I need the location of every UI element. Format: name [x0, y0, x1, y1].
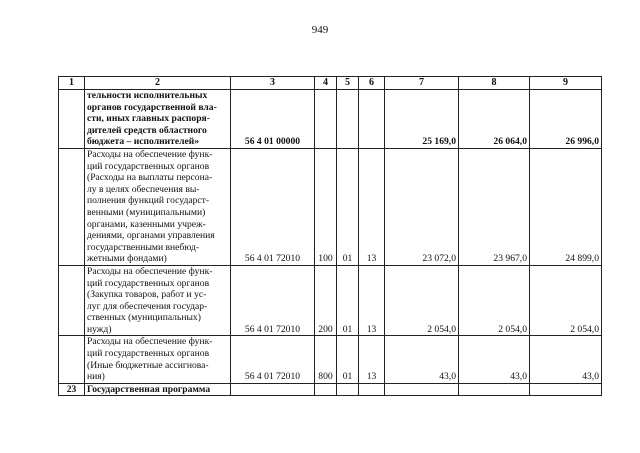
row-description: Расходы на обеспечение функ- ций государственных органов (Иные бюджетные ассигнова- ния)	[85, 336, 231, 383]
row-value-8: 23 967,0	[459, 148, 530, 265]
row-c6	[359, 383, 385, 396]
row-value-9: 26 996,0	[530, 90, 602, 149]
table-row	[59, 265, 602, 336]
row-description: Расходы на обеспечение функ- ций государственных органов (Расходы на выплаты персона- лу в целях обеспечения вы- полнения функций государст- венными (муниципальными) органами, казенными учреж- дениями, органами управления государственными внебюд- жетными фондами)	[85, 148, 231, 265]
row-description: Государственная программа	[85, 383, 231, 396]
row-code: 56 4 01 00000	[231, 90, 315, 149]
row-value-9: 43,0	[530, 336, 602, 383]
row-value-9: 24 899,0	[530, 148, 602, 265]
row-value-8: 2 054,0	[459, 265, 530, 336]
row-code: 56 4 01 72010	[231, 148, 315, 265]
row-c6: 13	[359, 336, 385, 383]
row-c5	[337, 90, 359, 149]
row-number	[59, 336, 85, 383]
row-value-9: 2 054,0	[530, 265, 602, 336]
table-row	[59, 383, 602, 396]
row-c5	[337, 383, 359, 396]
row-description: Расходы на обеспечение функ- ций государственных органов (Закупка товаров, работ и ус- луг для обеспечения государ- ственных (муниципальных) нужд)	[85, 265, 231, 336]
row-code: 56 4 01 72010	[231, 336, 315, 383]
header-cell: 8	[459, 77, 530, 90]
header-cell: 4	[315, 77, 337, 90]
row-description: тельности исполнительных органов государственной вла- сти, иных главных распоря- дителей средств областного бюджета – исполнителей»	[85, 90, 231, 149]
row-value-7: 2 054,0	[385, 265, 459, 336]
row-c4	[315, 383, 337, 396]
table-row	[59, 148, 602, 265]
row-value-8: 26 064,0	[459, 90, 530, 149]
row-c6: 13	[359, 148, 385, 265]
page-number: 949	[311, 24, 329, 36]
row-value-7	[385, 383, 459, 396]
header-cell: 9	[530, 77, 602, 90]
header-cell: 7	[385, 77, 459, 90]
row-code: 56 4 01 72010	[231, 265, 315, 336]
header-cell: 2	[85, 77, 231, 90]
budget-table	[58, 76, 602, 396]
row-value-8: 43,0	[459, 336, 530, 383]
row-value-7: 25 169,0	[385, 90, 459, 149]
row-number	[59, 90, 85, 149]
header-cell: 1	[59, 77, 85, 90]
row-c5: 01	[337, 336, 359, 383]
row-c5: 01	[337, 265, 359, 336]
row-value-9	[530, 383, 602, 396]
row-number	[59, 265, 85, 336]
row-number: 23	[59, 383, 85, 396]
header-cell: 6	[359, 77, 385, 90]
header-cell: 5	[337, 77, 359, 90]
table-row	[59, 90, 602, 149]
row-value-7: 43,0	[385, 336, 459, 383]
table-row	[59, 336, 602, 383]
row-code	[231, 383, 315, 396]
row-c6: 13	[359, 265, 385, 336]
row-c4	[315, 90, 337, 149]
header-cell: 3	[231, 77, 315, 90]
header-row	[59, 77, 602, 90]
row-c6	[359, 90, 385, 149]
row-c5: 01	[337, 148, 359, 265]
row-c4: 800	[315, 336, 337, 383]
row-number	[59, 148, 85, 265]
row-value-8	[459, 383, 530, 396]
row-value-7: 23 072,0	[385, 148, 459, 265]
row-c4: 100	[315, 148, 337, 265]
row-c4: 200	[315, 265, 337, 336]
